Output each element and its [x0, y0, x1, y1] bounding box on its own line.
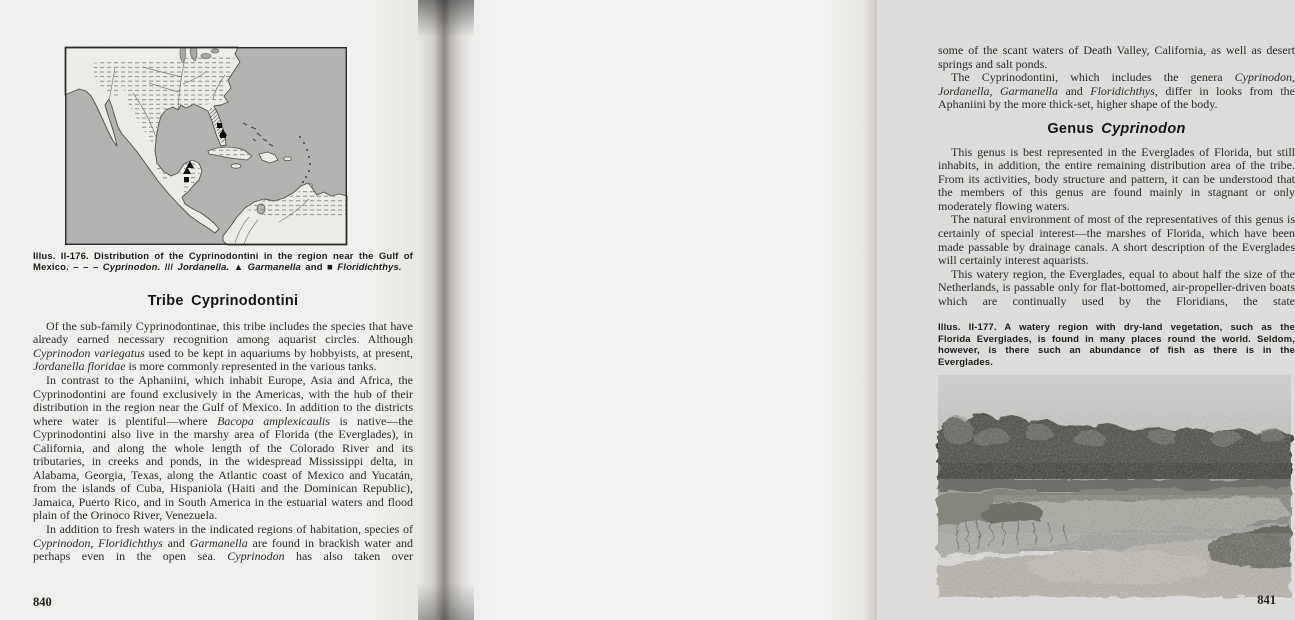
distribution-map-illustration	[65, 47, 347, 245]
body-paragraph: The natural environment of most of the representatives of this genus is certainly of special interest—the marshes of Florida, which have been made passable by drainage canals. A short description of the Everglades will certainly interest aquarists.	[938, 212, 1295, 268]
everglades-photo-illustration	[938, 375, 1291, 597]
body-paragraph: some of the scant waters of Death Valley, California, as well as desert springs and salt ponds.	[938, 43, 1295, 71]
right-page	[448, 0, 1295, 620]
photo-caption: Illus. II-177. A watery region with dry-land vegetation, such as the Florida Everglades, is found in many places round the world. Seldom, however, is there such an abundance of fish as there is in the Everglades.	[938, 322, 1295, 368]
map-caption: Illus. II-176. Distribution of the Cyprinodontini in the region near the Gulf of Mexico. – – – Cyprinodon. /// Jordanella. ▲ Garmanella and ■ Floridichthys.	[33, 251, 413, 274]
right-text-column	[938, 44, 1295, 597]
photo-foreground	[938, 526, 1291, 597]
page-number-left: 840	[33, 595, 52, 609]
page-number-right: 841	[1257, 593, 1276, 607]
photo-treeline	[938, 413, 1291, 483]
gulf-of-mexico-map	[65, 47, 347, 245]
tribe-heading: Tribe Cyprinodontini	[147, 292, 299, 309]
genus-heading: Genus Cyprinodon	[1047, 120, 1186, 137]
body-paragraph: In addition to fresh waters in the indicated regions of habitation, species of Cyprinodon, Floridichthys and Garmanella are found in brackish water and perhaps even in the open sea. Cyprinodon has also taken over	[33, 522, 414, 564]
body-paragraph: The Cyprinodontini, which includes the genera Cyprinodon, Jordanella, Garmanella and Floridichthys, differ in looks from the Aphaniini by the more thick-set, higher shape of the body.	[938, 70, 1295, 112]
left-page	[0, 0, 448, 620]
body-paragraph: This watery region, the Everglades, equal to about half the size of the Netherlands, is passable only for flat-bottomed, air-propeller-driven boats which are continually used by the Floridians, the state	[938, 266, 1295, 308]
everglades-photo	[938, 375, 1291, 597]
body-paragraph: This genus is best represented in the Everglades of Florida, but still inhabits, in addition, the entire remaining distribution area of the tribe. From its activities, body structure and pattern, it can be understood that the members of this genus are found mainly in stagnant or only moderately flowing waters.	[938, 144, 1295, 213]
marker-floridichthys-yucatan	[184, 177, 189, 182]
marker-floridichthys-florida	[217, 123, 222, 128]
body-paragraph: In contrast to the Aphaniini, which inhabit Europe, Asia and Africa, the Cyprinodontini are found exclusively in the Americas, with the hub of their distribution in the region near the Gulf of Mexico. In addition to the districts where water is plentiful—where Bacopa amplexicaulis is native—the Cyprinodontini also live in the marshy area of Florida (the Everglades), in California, and along the whole length of the Colorado River and its tributaries, in creeks and ponds, in the widespread Mississippi delta, in Alabama, Georgia, Texas, along the Atlantic coast of Mexico and Yucatán, from the islands of Cuba, Hispaniola (Haiti and the Dominican Republic), Jamaica, Puerto Rico, and in South America in the estuarial waters and flood plain of the Orinoco River, Venezuela.	[33, 373, 413, 523]
left-text-column	[33, 251, 413, 564]
body-paragraph: Of the sub-family Cyprinodontinae, this tribe includes the species that have already earned necessary recognition among aquarist circles. Although Cyprinodon variegatus used to be kept in aquariums by hobbyists, at present, Jordanella floridae is more commonly represented in the various tanks.	[33, 318, 413, 374]
